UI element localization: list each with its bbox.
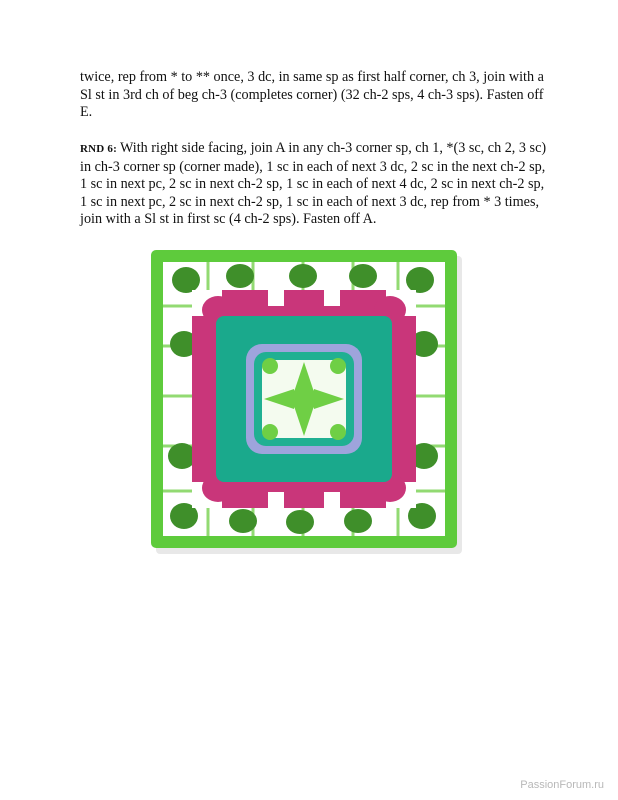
round-6-instructions: With right side facing, join A in any ch-3 corner sp, ch 1, *(3 sc, ch 2, 3 sc) in ch-3 corner sp (corner made), 1 sc in each of next 3 dc, 2 sc in the next ch-2 sp, 1 sc in next pc, 2 sc in next ch-2 sp, 1 sc in each of next 4 dc, 2 sc in next ch-2 sp, 1 sc in next pc, 2 sc in next ch-2 sp, 1 sc in each of next 3 dc, rep from * 3 times, join with a Sl st in first sc (4 ch-2 sps). Fasten off A.: [80, 140, 547, 228]
round-6-label: RND 6:: [80, 143, 117, 155]
crochet-granny-square-photo: [148, 246, 464, 556]
watermark: PassionForum.ru: [520, 779, 604, 791]
center-flower: [262, 358, 346, 440]
round-6-paragraph: [80, 140, 550, 229]
pattern-continuation-paragraph: twice, rep from * to ** once, 3 dc, in same sp as first half corner, ch 3, join with a Sl st in 3rd ch of beg ch-3 (completes corner) (32 ch-2 sps, 4 ch-3 sps). Fasten off E.: [80, 69, 544, 121]
